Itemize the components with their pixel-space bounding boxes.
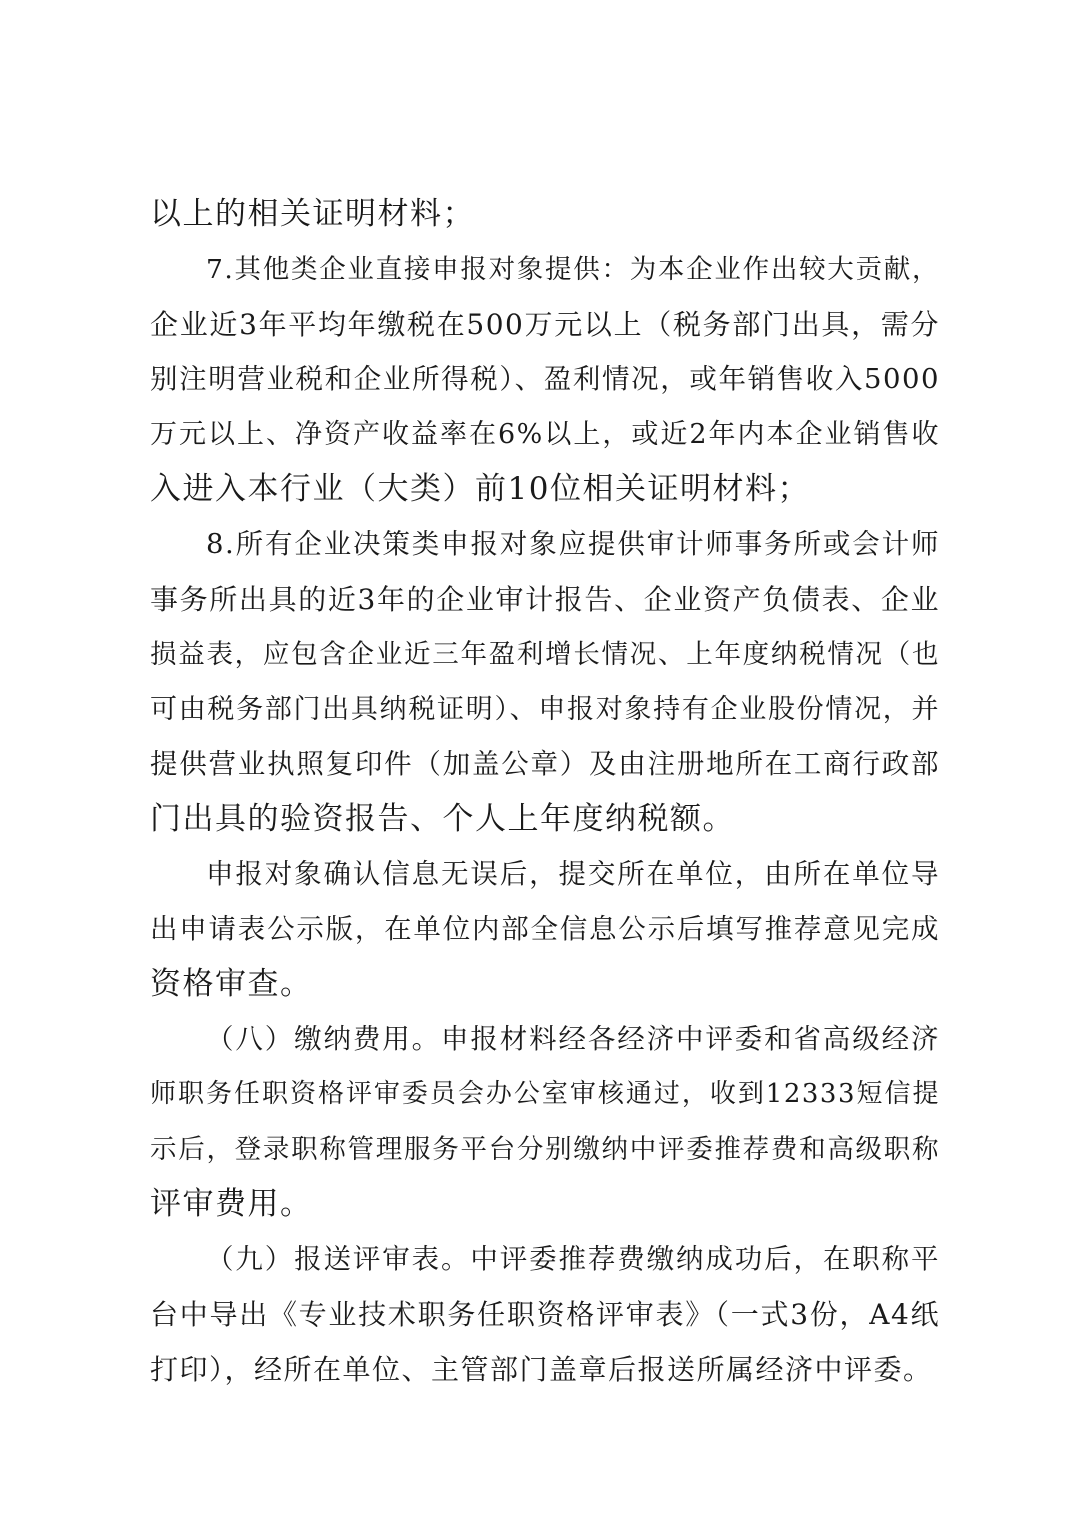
text-line: 8.所有企业决策类申报对象应提供审计师事务所或会计师	[206, 528, 940, 560]
text-line: 申报对象确认信息无误后，提交所在单位，由所在单位导	[206, 858, 940, 890]
document-body	[150, 187, 940, 1397]
text-line: 师职务任职资格评审委员会办公室审核通过，收到12333短信提	[150, 1079, 940, 1109]
text-line: （八）缴纳费用。申报材料经各经济中评委和省高级经济	[206, 1023, 940, 1055]
text-line: 台中导出《专业技术职务任职资格评审表》（一式3份，A4纸	[150, 1298, 940, 1331]
text-line: 门出具的验资报告、个人上年度纳税额。	[150, 801, 735, 837]
text-line: （九）报送评审表。中评委推荐费缴纳成功后，在职称平	[206, 1243, 940, 1275]
text-line: 事务所出具的近3年的企业审计报告、企业资产负债表、企业	[150, 583, 940, 616]
text-line: 打印），经所在单位、主管部门盖章后报送所属经济中评委。	[150, 1353, 933, 1386]
text-line: 7.其他类企业直接申报对象提供：为本企业作出较大贡献，	[206, 254, 940, 285]
text-line: 资格审查。	[150, 966, 313, 1002]
text-line: 提供营业执照复印件（加盖公章）及由注册地所在工商行政部	[150, 748, 940, 780]
text-line: 出申请表公示版，在单位内部全信息公示后填写推荐意见完成	[150, 913, 940, 945]
text-line: 以上的相关证明材料；	[150, 196, 475, 232]
text-line: 示后，登录职称管理服务平台分别缴纳中评委推荐费和高级职称	[150, 1134, 940, 1165]
text-line: 可由税务部门出具纳税证明）、申报对象持有企业股份情况，并	[150, 694, 940, 725]
text-line: 别注明营业税和企业所得税）、盈利情况，或年销售收入5000	[150, 363, 940, 395]
text-line: 损益表，应包含企业近三年盈利增长情况、上年度纳税情况（也	[150, 639, 940, 670]
text-line: 入进入本行业（大类）前10位相关证明材料；	[150, 471, 810, 507]
text-line: 评审费用。	[150, 1186, 313, 1222]
text-line: 企业近3年平均年缴税在500万元以上（税务部门出具，需分	[150, 308, 940, 341]
text-line: 万元以上、净资产收益率在6%以上，或近2年内本企业销售收	[150, 419, 940, 450]
